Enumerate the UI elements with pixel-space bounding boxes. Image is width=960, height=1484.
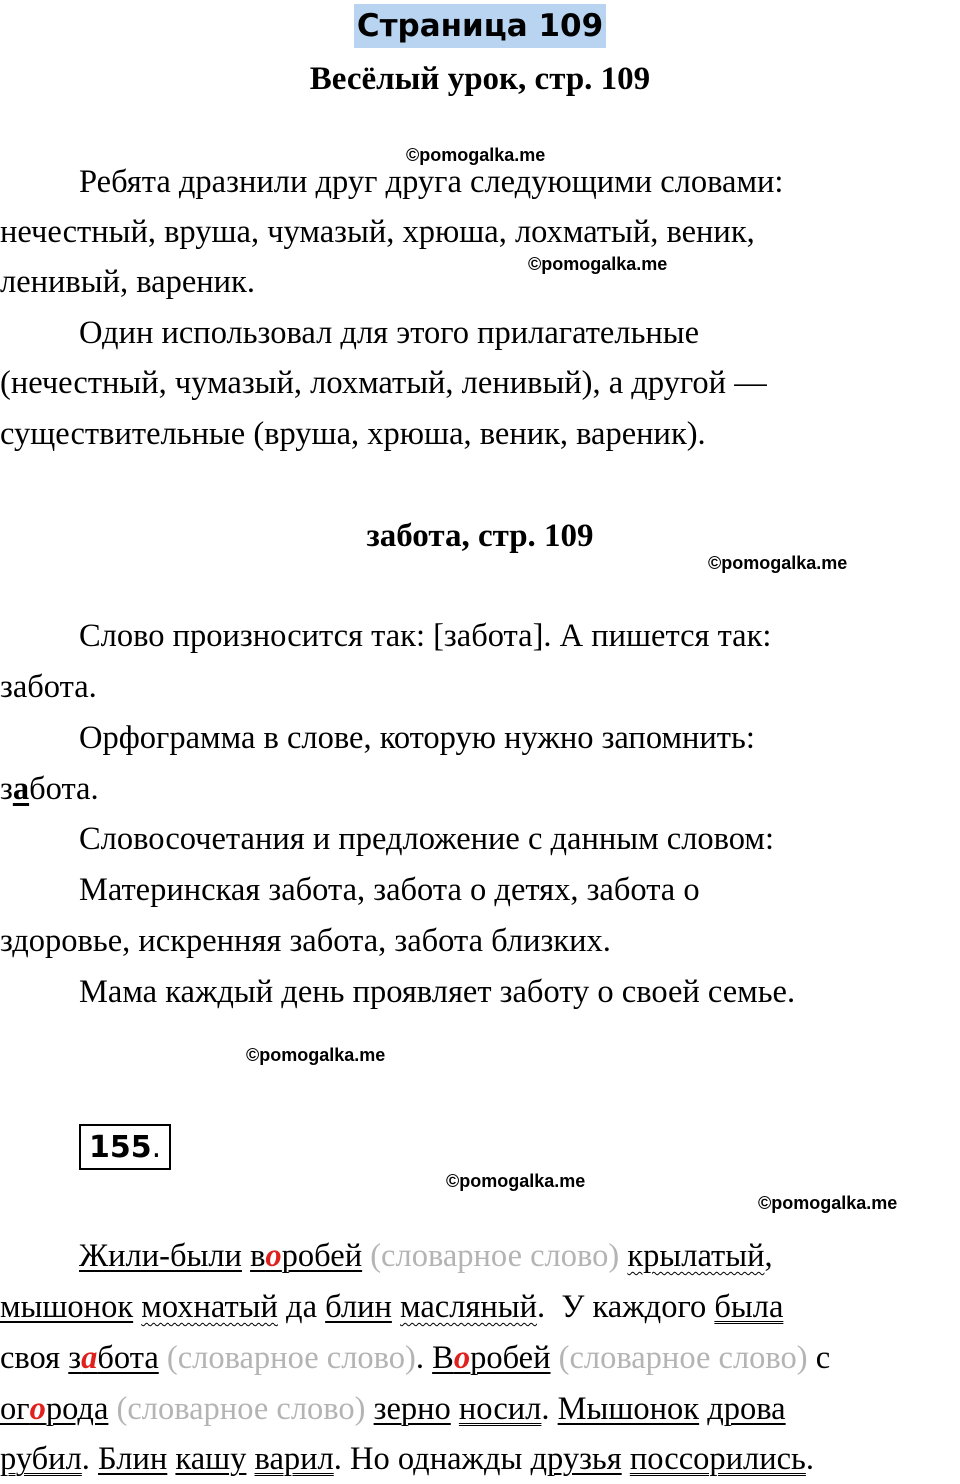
ortho-highlighted-letter: а (12, 771, 30, 807)
word: своя (0, 1340, 61, 1376)
subject-word: забота (68, 1340, 159, 1376)
text-line: Словосочетания и предложение с данным словом: (79, 821, 775, 857)
word: друзья (530, 1441, 622, 1477)
dictionary-note: (словарное слово) (558, 1340, 808, 1376)
dictionary-note: (словарное слово) (166, 1340, 416, 1376)
word: носил (458, 1391, 542, 1427)
word: Мышонок (557, 1391, 700, 1427)
text-line: нечестный, вруша, чумазый, хрюша, лохматый, веник, (0, 214, 755, 250)
exercise-number-box (79, 1124, 171, 1170)
word: масляный (400, 1289, 537, 1325)
page-number-label: Страница 109 (354, 4, 606, 48)
punct: . (536, 1289, 546, 1325)
word: огорода (0, 1391, 109, 1427)
watermark: ©pomogalka.me (758, 1193, 898, 1213)
exercise-line-2 (0, 1282, 783, 1332)
exercise-line-5 (0, 1434, 814, 1484)
subject-word: воробей (250, 1238, 363, 1274)
punct: . (805, 1441, 814, 1477)
word: зерно (373, 1391, 451, 1427)
ortho-letter: о (265, 1238, 282, 1274)
word: Жили-были (79, 1238, 242, 1274)
word: кашу (175, 1441, 247, 1477)
text-line: Материнская забота, забота о детях, забота о (79, 872, 700, 908)
punct: . (415, 1340, 424, 1376)
section-title-vesely-urok: Весёлый урок, стр. 109 (309, 61, 651, 97)
text-line: здоровье, искренняя забота, забота близких. (0, 923, 611, 959)
watermark: ©pomogalka.me (406, 145, 546, 165)
word: Но однажды (350, 1441, 523, 1477)
watermark: ©pomogalka.me (446, 1171, 586, 1191)
text-line: (нечестный, чумазый, лохматый, ленивый), а другой — (0, 365, 767, 401)
punct: . (541, 1391, 550, 1427)
word: У каждого (561, 1289, 707, 1325)
text-line: Ребята дразнили друг друга следующими словами: (79, 164, 784, 200)
exercise-number: 155 (89, 1130, 152, 1165)
punct: , (764, 1238, 773, 1274)
text-line: Один использовал для этого прилагательные (79, 315, 700, 351)
word: дрова (707, 1391, 786, 1427)
ortho-prefix: з (0, 771, 13, 807)
word: рубил (0, 1441, 82, 1477)
word: блин (325, 1289, 392, 1325)
ortho-letter: о (453, 1340, 471, 1376)
watermark: ©pomogalka.me (528, 254, 668, 274)
exercise-line-3 (0, 1333, 830, 1383)
word: мышонок (0, 1289, 134, 1325)
word: варил (254, 1441, 334, 1477)
page-number-heading (0, 4, 960, 48)
exercise-number-dot: . (151, 1130, 162, 1165)
ortho-letter: о (29, 1391, 46, 1427)
section-title-zabota: забота, стр. 109 (366, 518, 594, 554)
word: крылатый (627, 1238, 765, 1274)
word: мохнатый (141, 1289, 278, 1325)
watermark: ©pomogalka.me (708, 553, 848, 573)
subject-word: Воробей (432, 1340, 551, 1376)
text-line: ленивый, вареник. (0, 264, 255, 300)
word: была (714, 1289, 784, 1325)
word: поссорились (629, 1441, 806, 1477)
text-line: существительные (вруша, хрюша, веник, вареник). (0, 416, 706, 452)
dictionary-note: (словарное слово) (370, 1238, 620, 1274)
ortho-word-line (0, 764, 99, 814)
ortho-suffix: бота. (29, 771, 99, 807)
word: с (815, 1340, 831, 1376)
dictionary-note: (словарное слово) (116, 1391, 366, 1427)
watermark: ©pomogalka.me (246, 1045, 386, 1065)
punct: . (333, 1441, 342, 1477)
ortho-letter: а (81, 1340, 98, 1376)
text-line: забота. (0, 669, 97, 705)
punct: . (81, 1441, 90, 1477)
word: да (286, 1289, 318, 1325)
exercise-line-4 (0, 1384, 786, 1434)
text-line: Орфограмма в слове, которую нужно запомнить: (79, 720, 755, 756)
text-line: Мама каждый день проявляет заботу о своей семье. (79, 974, 796, 1010)
word: Блин (98, 1441, 168, 1477)
exercise-line-1 (79, 1231, 773, 1281)
text-line: Слово произносится так: [забота]. А пишется так: (79, 618, 772, 654)
